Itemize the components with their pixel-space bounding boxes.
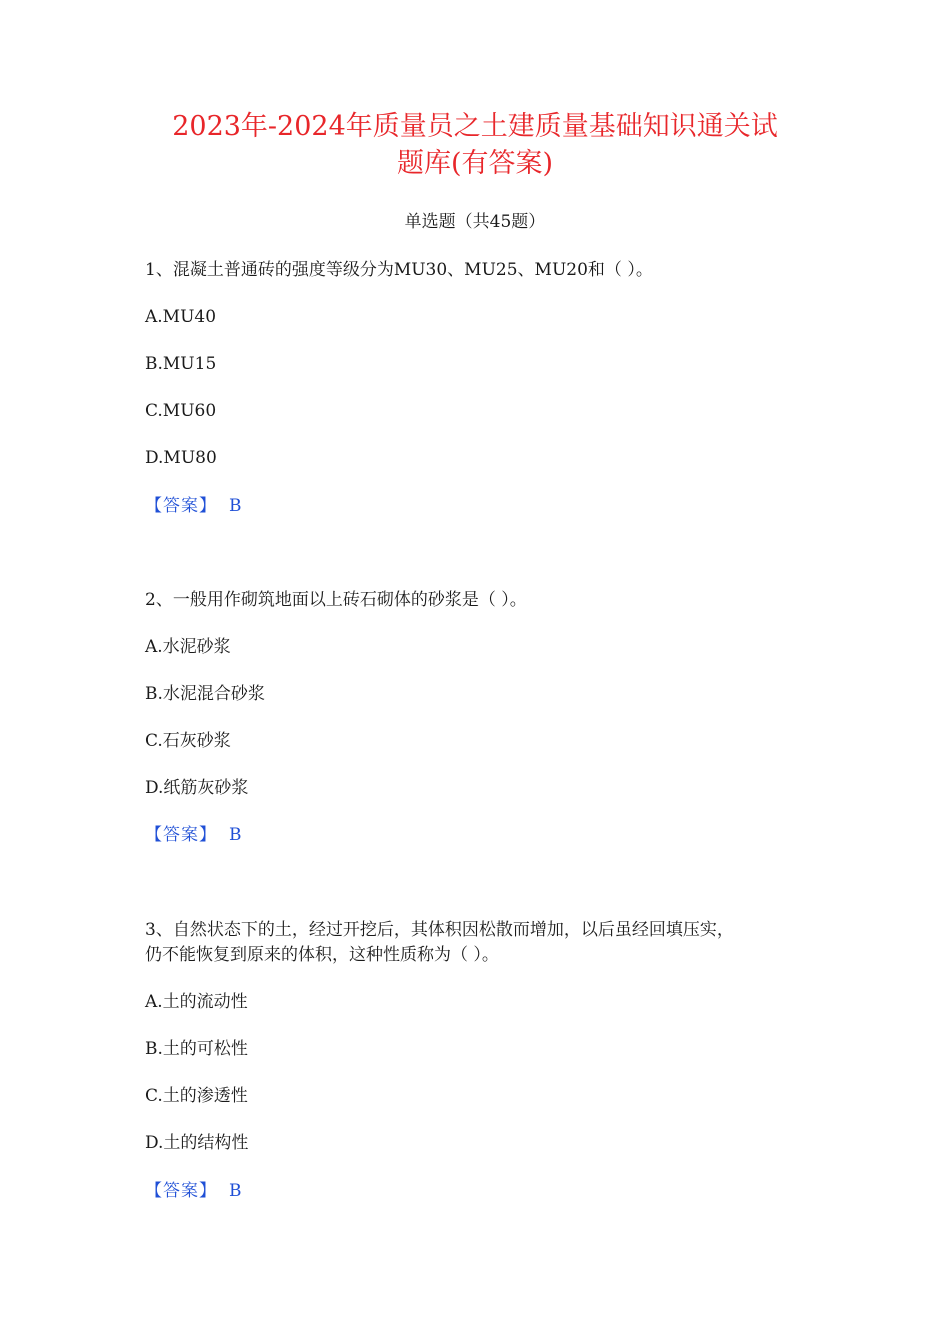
question-3-option-c: C.土的渗透性 — [145, 1086, 248, 1106]
question-3-answer — [145, 1179, 815, 1203]
question-2-stem: 2、一般用作砌筑地面以上砖石砌体的砂浆是（ ）。 — [145, 590, 527, 610]
question-3-stem-line-2: 仍不能恢复到原来的体积，这种性质称为（ ）。 — [145, 945, 499, 965]
title-line-1: 2023年-2024年质量员之土建质量基础知识通关试 — [172, 111, 778, 142]
answer-label: 【答案】 — [145, 825, 217, 845]
question-1-option-a: A.MU40 — [145, 307, 217, 327]
section-heading: 单选题（共45题） — [404, 212, 546, 232]
question-1-option-d: D.MU80 — [145, 448, 217, 468]
answer-label: 【答案】 — [145, 1181, 217, 1201]
document-title — [120, 108, 830, 182]
question-2-option-c: C.石灰砂浆 — [145, 731, 231, 751]
question-1-option-b: B.MU15 — [145, 354, 217, 374]
question-2-option-b: B.水泥混合砂浆 — [145, 684, 265, 704]
question-1-option-c: C.MU60 — [145, 401, 217, 421]
question-2-option-a: A.水泥砂浆 — [145, 637, 231, 657]
title-line-2: 题库(有答案) — [396, 148, 554, 179]
question-3-option-d: D.土的结构性 — [145, 1133, 249, 1153]
answer-label: 【答案】 — [145, 496, 217, 516]
question-2-option-d: D.纸筋灰砂浆 — [145, 778, 249, 798]
answer-value: B — [229, 496, 242, 516]
question-3-option-b: B.土的可松性 — [145, 1039, 248, 1059]
answer-value: B — [229, 1181, 242, 1201]
answer-value: B — [229, 825, 242, 845]
question-3-stem-line-1: 3、自然状态下的土，经过开挖后，其体积因松散而增加，以后虽经回填压实， — [145, 920, 734, 940]
question-3-option-a: A.土的流动性 — [145, 992, 248, 1012]
question-2-answer — [145, 823, 815, 847]
question-1-stem: 1、混凝土普通砖的强度等级分为MU30、MU25、MU20和（ ）。 — [145, 260, 653, 280]
question-1-answer — [145, 494, 815, 518]
